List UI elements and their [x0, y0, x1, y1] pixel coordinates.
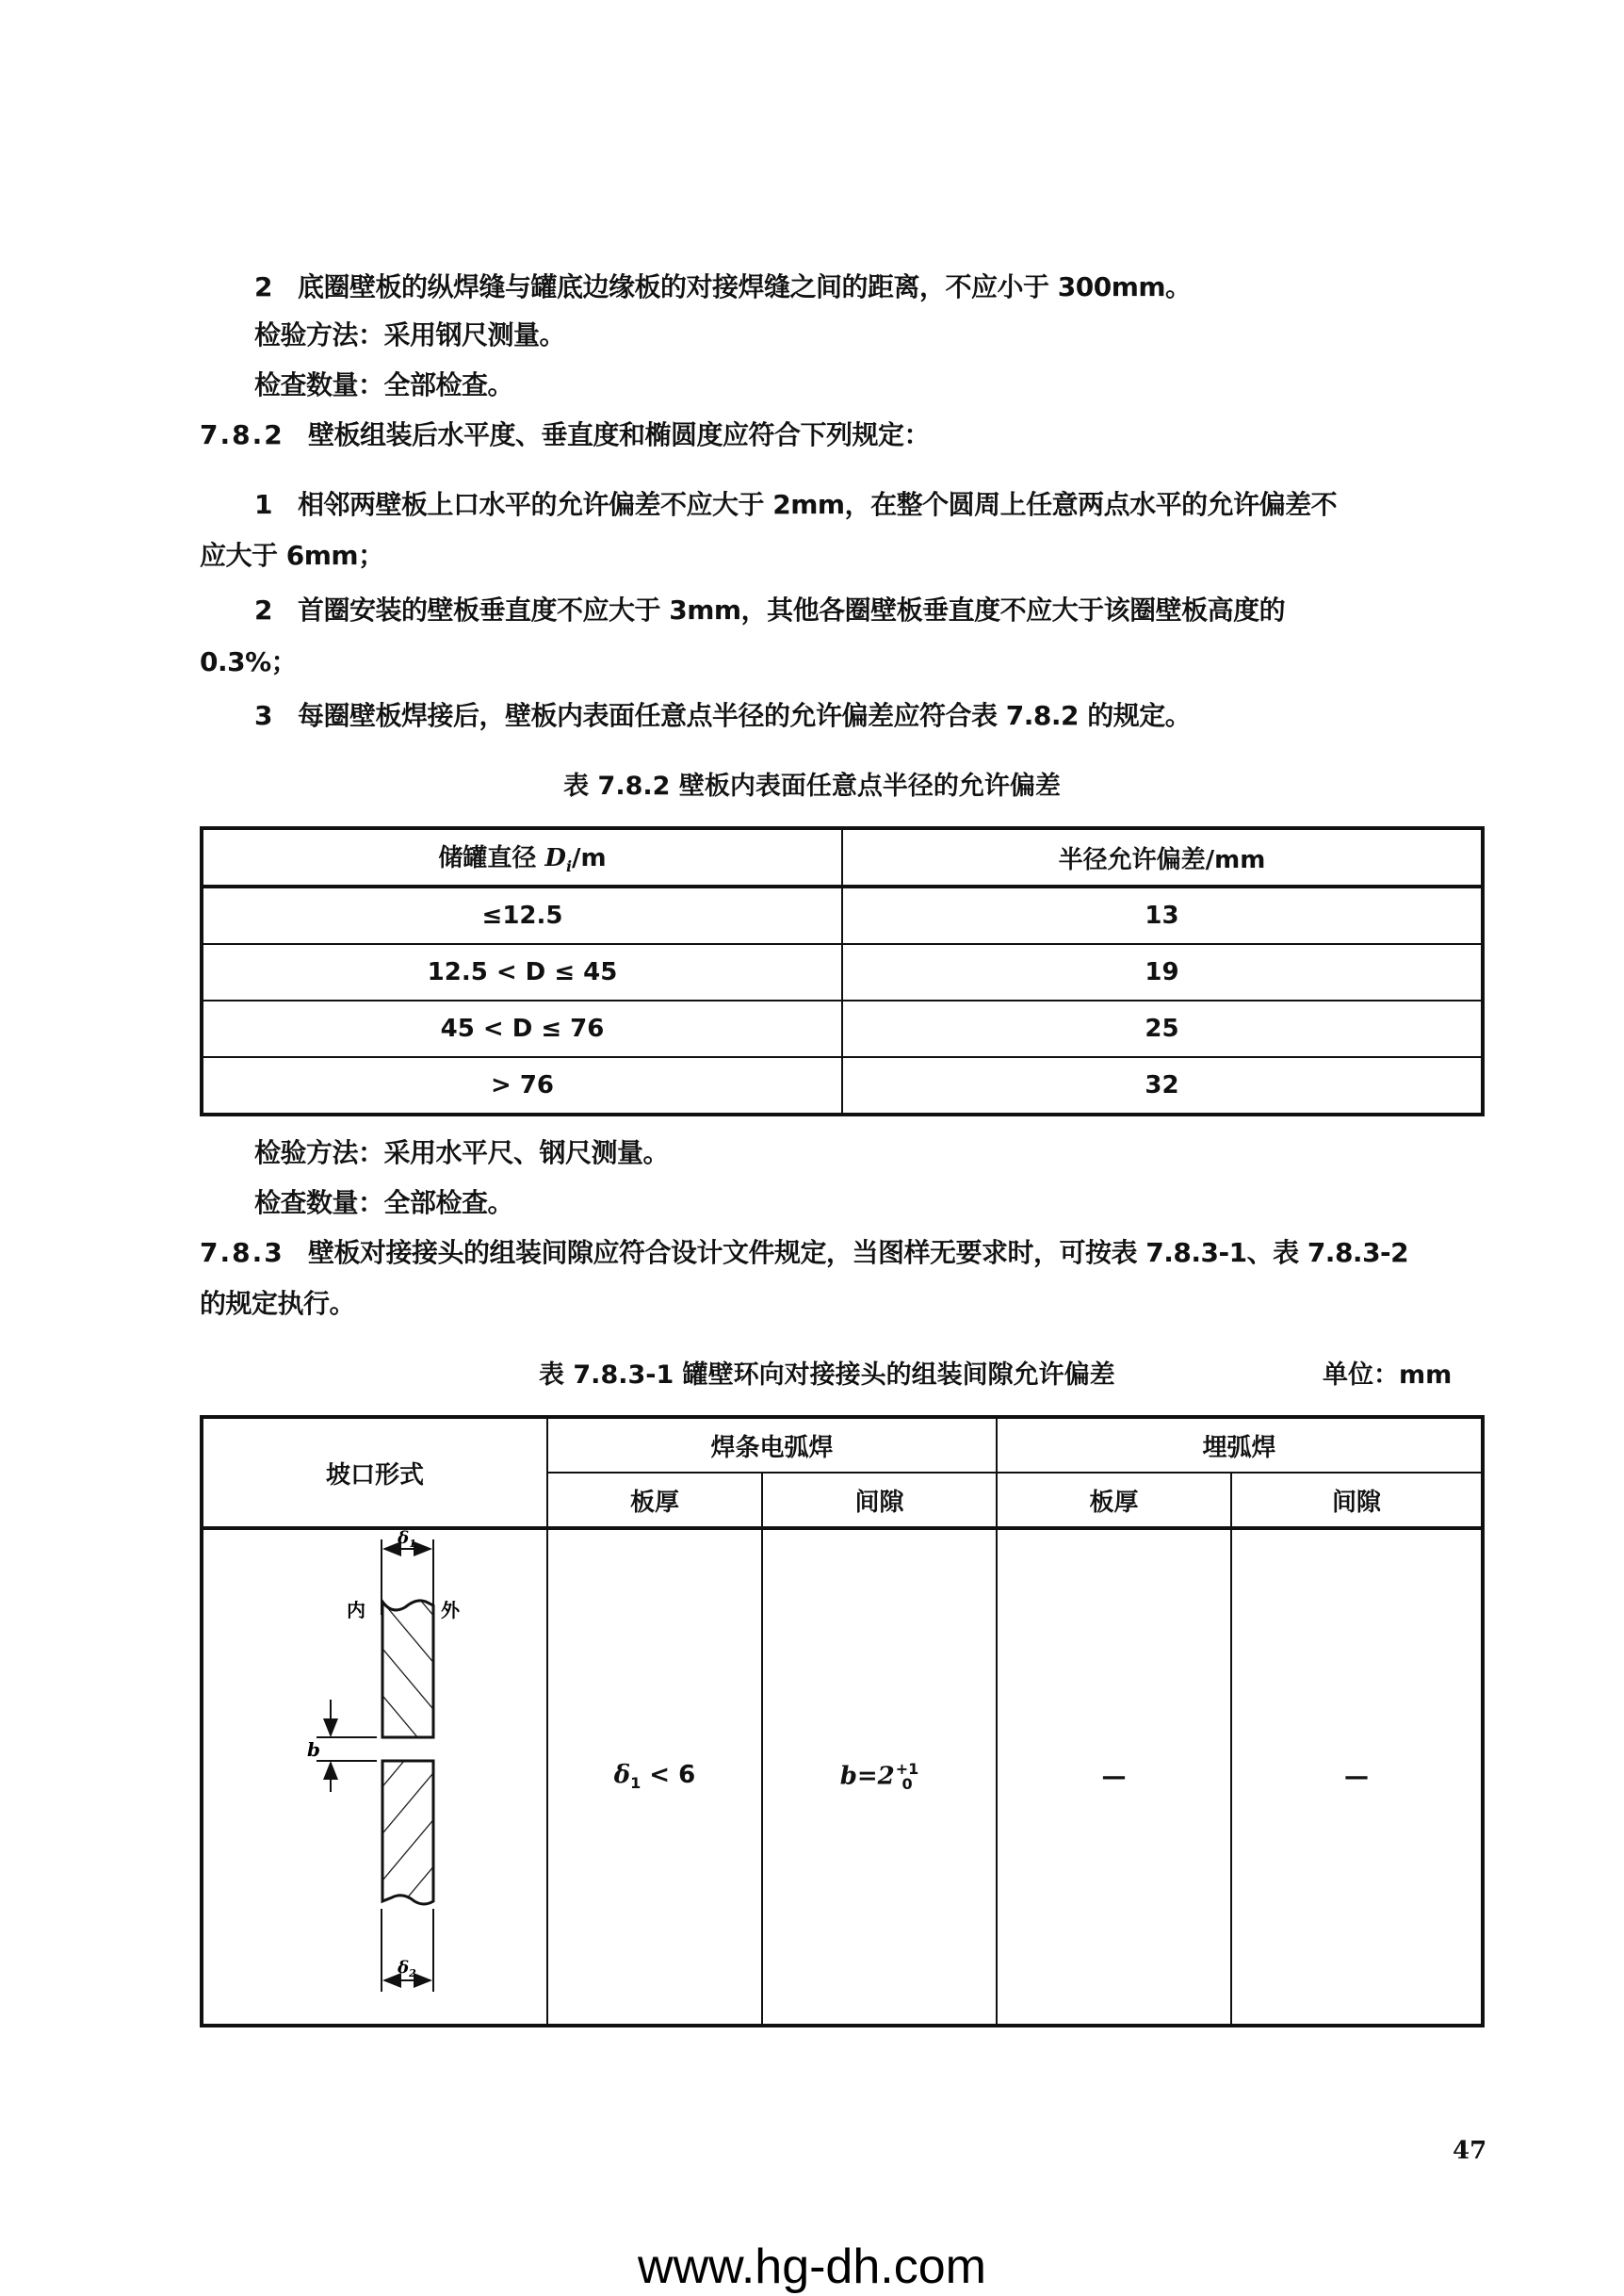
- clause-2: [254, 269, 1192, 306]
- clause-number: 2: [254, 271, 272, 302]
- section-number: 7.8.3: [200, 1237, 284, 1268]
- gap-base: b=2: [839, 1762, 895, 1791]
- groove-diagram: [203, 1530, 543, 2020]
- item-number: 2: [254, 594, 272, 626]
- table-row: [202, 944, 1483, 1001]
- header-gap: 间隙: [762, 1473, 997, 1528]
- header-var: D: [544, 844, 566, 873]
- cell-deviation: 25: [842, 1001, 1483, 1057]
- header-thickness: 板厚: [547, 1473, 762, 1528]
- page-number: 47: [1453, 2137, 1487, 2165]
- item-2: [254, 592, 1285, 629]
- table-7-8-2-caption: 表 7.8.2 壁板内表面任意点半径的允许偏差: [563, 772, 1061, 801]
- item-1: [254, 486, 1337, 524]
- item-1-continuation: 应大于 6mm；: [200, 540, 384, 571]
- cell-sub-gap: —: [1231, 1528, 1483, 2026]
- watermark-url[interactable]: www.hg-dh.com: [638, 2239, 986, 2294]
- inspection-quantity: 检查数量：全部检查。: [254, 1187, 514, 1218]
- section-7-8-3-continuation: 的规定执行。: [200, 1288, 356, 1319]
- table-header-row: [202, 828, 1483, 887]
- cell-deviation: 13: [842, 887, 1483, 944]
- clause-text: 底圈壁板的纵焊缝与罐底边缘板的对接焊缝之间的距离，不应小于 300mm。: [298, 271, 1192, 302]
- table-unit: 单位：mm: [1323, 1360, 1453, 1390]
- cell-diameter: > 76: [202, 1057, 842, 1115]
- item-number: 1: [254, 489, 272, 520]
- cell-sub-thickness: —: [997, 1528, 1231, 2026]
- dimension-delta2: [382, 1909, 433, 1992]
- item-3: [254, 697, 1191, 735]
- table-row: [202, 1528, 1483, 2026]
- item-text: 首圈安装的壁板垂直度不应大于 3mm，其他各圈壁板垂直度不应大于该圈壁板高度的: [298, 594, 1286, 626]
- header-text: 储罐直径: [438, 844, 545, 873]
- lower-plate: [382, 1761, 433, 1904]
- header-tank-diameter: [202, 828, 842, 887]
- item-text: 每圈壁板焊接后，壁板内表面任意点半径的允许偏差应符合表 7.8.2 的规定。: [298, 700, 1192, 731]
- header-unit: /m: [572, 844, 607, 873]
- cell-deviation: 19: [842, 944, 1483, 1001]
- dimension-gap: [307, 1700, 377, 1792]
- thickness-var: δ: [613, 1761, 631, 1790]
- cell-diameter: 45 < D ≤ 76: [202, 1001, 842, 1057]
- cell-diameter: 12.5 < D ≤ 45: [202, 944, 842, 1001]
- inspection-method: 检验方法：采用水平尺、钢尺测量。: [254, 1137, 670, 1168]
- item-text: 相邻两壁板上口水平的允许偏差不应大于 2mm，在整个圆周上任意两点水平的允许偏差不: [298, 489, 1338, 520]
- table-row: [202, 1057, 1483, 1115]
- table-row: [202, 887, 1483, 944]
- label-outer: 外: [441, 1599, 460, 1621]
- gap-upper: +1: [895, 1760, 919, 1778]
- gap-tolerance: [896, 1762, 919, 1792]
- cell-arc-gap: [762, 1528, 997, 2026]
- section-7-8-2: [200, 416, 930, 454]
- gap-lower: 0: [901, 1775, 913, 1793]
- table-header-row: [202, 1417, 1483, 1473]
- header-radius-deviation: 半径允许偏差/mm: [842, 828, 1483, 887]
- item-number: 3: [254, 700, 272, 731]
- section-number: 7.8.2: [200, 419, 284, 450]
- label-delta2: $\delta_2$: [398, 1958, 416, 1979]
- cell-diameter: ≤12.5: [202, 887, 842, 944]
- cell-deviation: 32: [842, 1057, 1483, 1115]
- upper-plate: [382, 1601, 433, 1737]
- section-text: 壁板组装后水平度、垂直度和椭圆度应符合下列规定：: [308, 419, 931, 450]
- label-inner: 内: [347, 1599, 365, 1621]
- table-7-8-3-1: [200, 1415, 1485, 2027]
- label-gap: b: [307, 1738, 320, 1761]
- header-shielded-arc-welding: 焊条电弧焊: [547, 1417, 997, 1473]
- thickness-rest: < 6: [641, 1761, 696, 1790]
- table-7-8-2: [200, 826, 1485, 1116]
- cell-arc-thickness: [547, 1528, 762, 2026]
- header-sub: i: [565, 857, 573, 876]
- header-groove-form: 坡口形式: [202, 1417, 547, 1528]
- inspection-quantity: 检查数量：全部检查。: [254, 369, 514, 400]
- header-gap: 间隙: [1231, 1473, 1483, 1528]
- table-7-8-3-1-caption: 表 7.8.3-1 罐壁环向对接接头的组装间隙允许偏差: [539, 1360, 1115, 1390]
- thickness-sub: 1: [630, 1774, 641, 1793]
- groove-diagram-cell: [202, 1528, 547, 2026]
- item-2-continuation: 0.3%；: [200, 646, 298, 677]
- label-delta1: $\delta_1$: [398, 1530, 416, 1550]
- header-thickness: 板厚: [997, 1473, 1231, 1528]
- header-submerged-arc-welding: 埋弧焊: [997, 1417, 1483, 1473]
- section-text: 壁板对接接头的组装间隙应符合设计文件规定，当图样无要求时，可按表 7.8.3-1、表 7.8.3-2: [308, 1237, 1409, 1268]
- inspection-method: 检验方法：采用钢尺测量。: [254, 319, 566, 350]
- table-row: [202, 1001, 1483, 1057]
- section-7-8-3: [200, 1234, 1408, 1272]
